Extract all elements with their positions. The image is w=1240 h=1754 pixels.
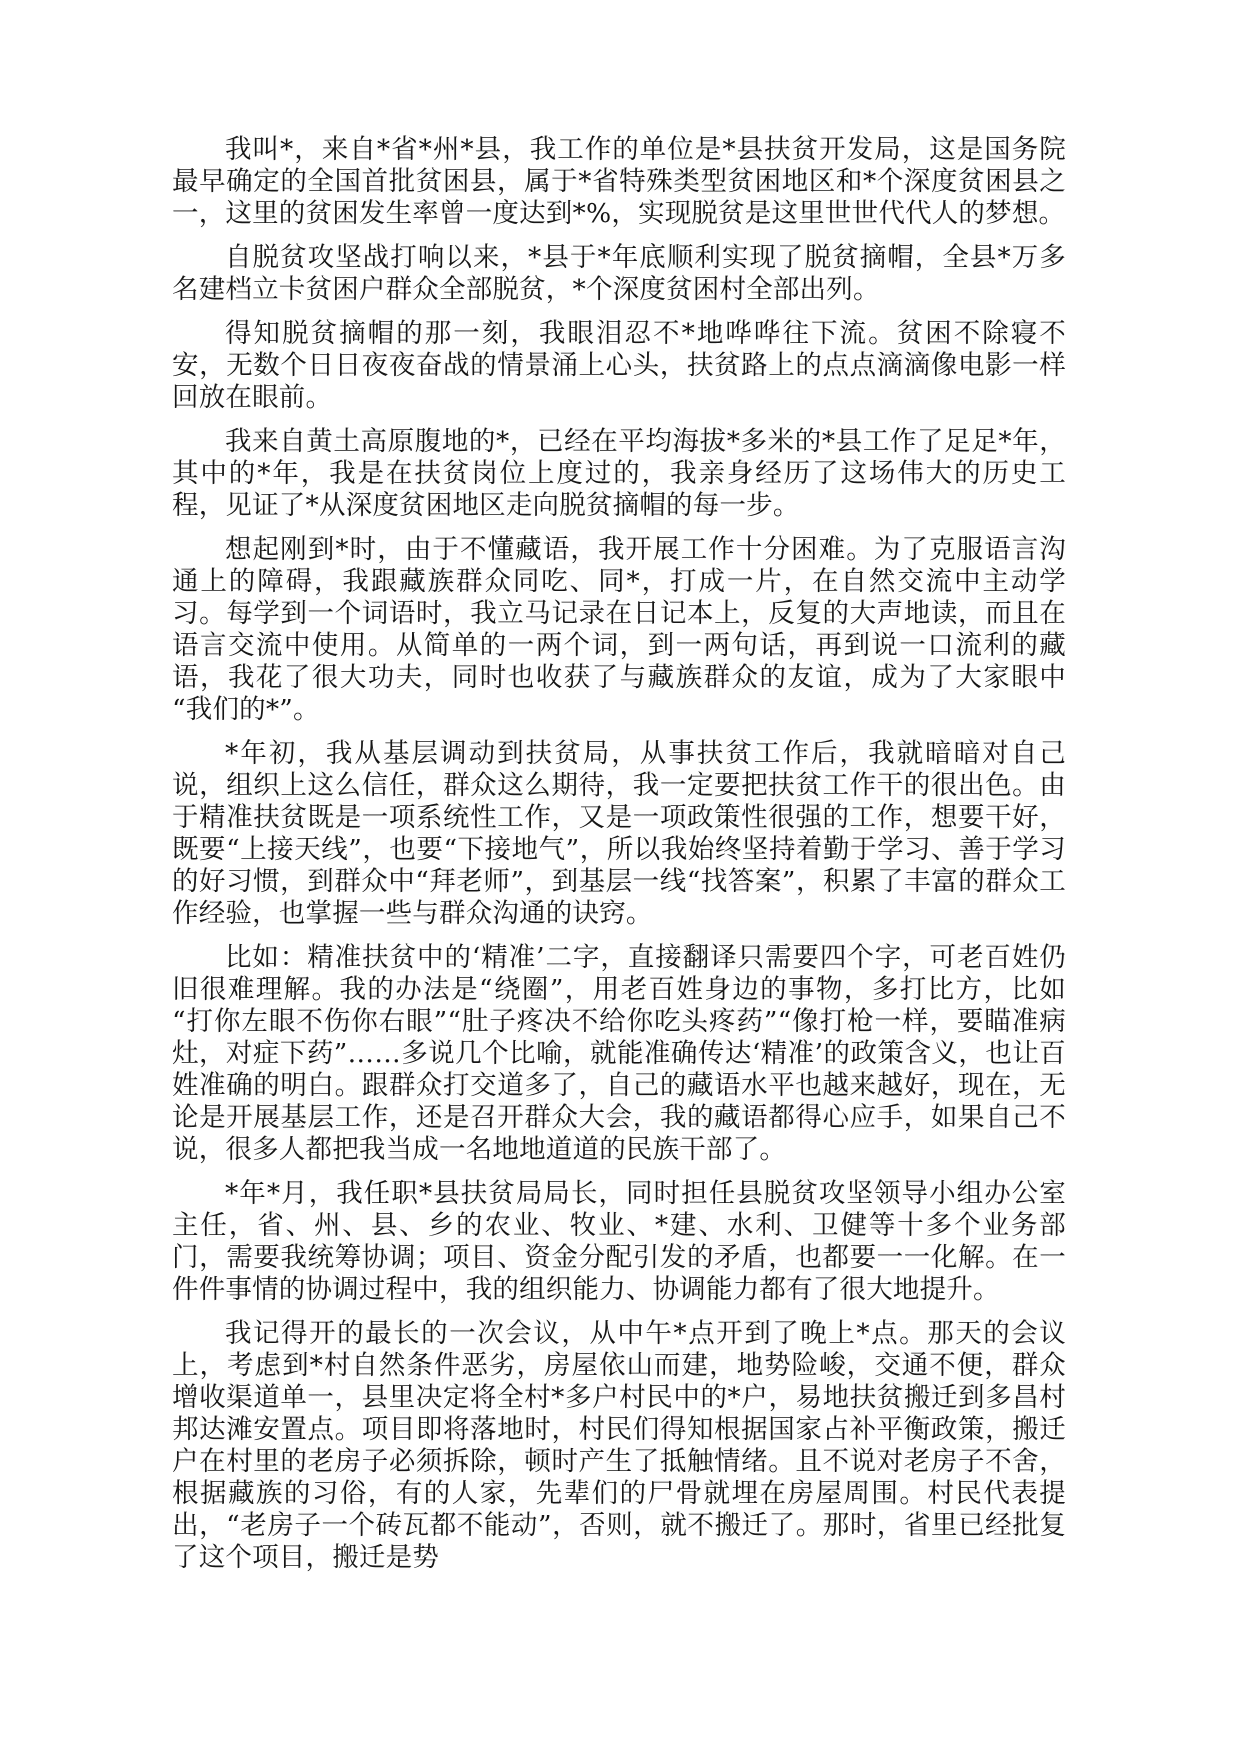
paragraph: *年初，我从基层调动到扶贫局，从事扶贫工作后，我就暗暗对自己说，组织上这么信任，群众这么期待，我一定要把扶贫工作干的很出色。由于精准扶贫既是一项系统性工作，又是一项政策性很强的工作，想要干好，既要“上接天线”，也要“下接地气”，所以我始终坚持着勤于学习、善于学习的好习惯，到群众中“拜老师”，到基层一线“找答案”，积累了丰富的群众工作经验，也掌握一些与群众沟通的诀窍。	[172, 738, 1066, 929]
paragraph: 比如：精准扶贫中的‘精准’二字，直接翻译只需要四个字，可老百姓仍旧很难理解。我的办法是“绕圈”，用老百姓身边的事物，多打比方，比如“打你左眼不伤你右眼”“肚子疼决不给你吃头疼药”“像打枪一样，要瞄准病灶，对症下药”……多说几个比喻，就能准确传达‘精准’的政策含义，也让百姓准确的明白。跟群众打交道多了，自己的藏语水平也越来越好，现在，无论是开展基层工作，还是召开群众大会，我的藏语都得心应手，如果自己不说，很多人都把我当成一名地地道道的民族干部了。	[172, 942, 1066, 1165]
document-text-body	[172, 134, 1066, 1574]
paragraph: 得知脱贫摘帽的那一刻，我眼泪忍不*地哗哗往下流。贫困不除寝不安，无数个日日夜夜奋战的情景涌上心头，扶贫路上的点点滴滴像电影一样回放在眼前。	[172, 318, 1066, 413]
paragraph: *年*月，我任职*县扶贫局局长，同时担任县脱贫攻坚领导小组办公室主任，省、州、县、乡的农业、牧业、*建、水利、卫健等十多个业务部门，需要我统筹协调；项目、资金分配引发的矛盾，也都要一一化解。在一件件事情的协调过程中，我的组织能力、协调能力都有了很大地提升。	[172, 1178, 1066, 1305]
paragraph: 我来自黄土高原腹地的*，已经在平均海拔*多米的*县工作了足足*年，其中的*年，我是在扶贫岗位上度过的，我亲身经历了这场伟大的历史工程，见证了*从深度贫困地区走向脱贫摘帽的每一步。	[172, 426, 1066, 521]
paragraph: 我记得开的最长的一次会议，从中午*点开到了晚上*点。那天的会议上，考虑到*村自然条件恶劣，房屋依山而建，地势险峻，交通不便，群众增收渠道单一，县里决定将全村*多户村民中的*户，易地扶贫搬迁到多昌村邦达滩安置点。项目即将落地时，村民们得知根据国家占补平衡政策，搬迁户在村里的老房子必须拆除，顿时产生了抵触情绪。且不说对老房子不舍，根据藏族的习俗，有的人家，先辈们的尸骨就埋在房屋周围。村民代表提出，“老房子一个砖瓦都不能动”，否则，就不搬迁了。那时，省里已经批复了这个项目，搬迁是势	[172, 1318, 1066, 1573]
paragraph: 我叫*，来自*省*州*县，我工作的单位是*县扶贫开发局，这是国务院最早确定的全国首批贫困县，属于*省特殊类型贫困地区和*个深度贫困县之一，这里的贫困发生率曾一度达到*%，实现脱贫是这里世世代代人的梦想。	[172, 134, 1066, 229]
paragraph: 想起刚到*时，由于不懂藏语，我开展工作十分困难。为了克服语言沟通上的障碍，我跟藏族群众同吃、同*，打成一片，在自然交流中主动学习。每学到一个词语时，我立马记录在日记本上，反复的大声地读，而且在语言交流中使用。从简单的一两个词，到一两句话，再到说一口流利的藏语，我花了很大功夫，同时也收获了与藏族群众的友谊，成为了大家眼中“我们的*”。	[172, 534, 1066, 725]
paragraph: 自脱贫攻坚战打响以来，*县于*年底顺利实现了脱贫摘帽，全县*万多名建档立卡贫困户群众全部脱贫，*个深度贫困村全部出列。	[172, 242, 1066, 305]
